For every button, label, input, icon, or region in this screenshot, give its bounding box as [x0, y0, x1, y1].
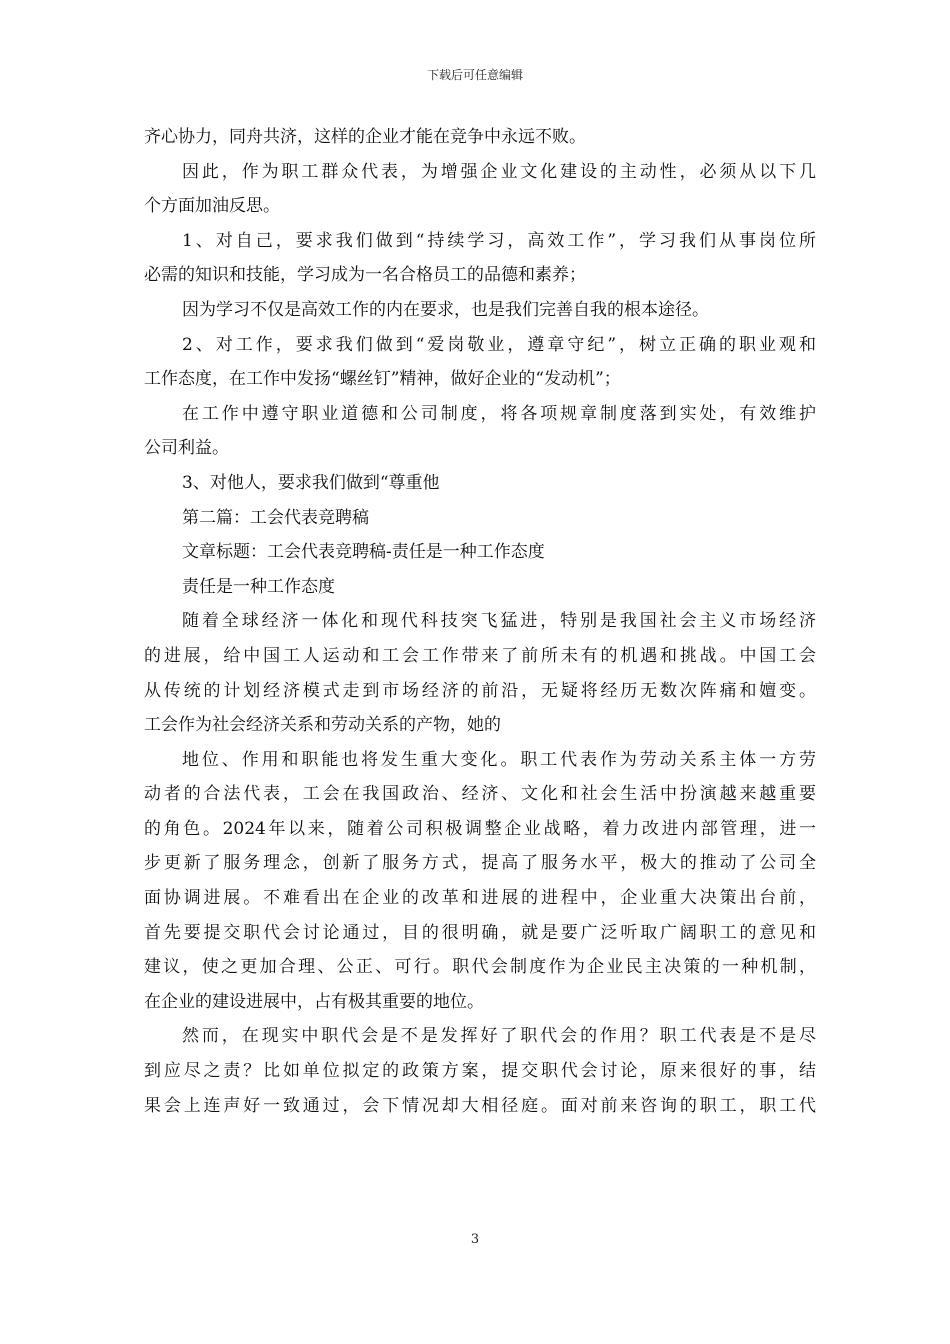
text-line: 果会上连声好一致通过，会下情况却大相径庭。面对前来咨询的职工，职工代 [144, 1095, 816, 1116]
text-line: 面协调进展。不难看出在企业的改革和进展的进程中，企业重大决策出台前， [144, 888, 816, 909]
text-line: 因此，作为职工群众代表，为增强企业文化建设的主动性，必须从以下几 [182, 161, 816, 182]
text-line: 的角色。2024年以来，随着公司积极调整企业战略，着力改进内部管理，进一 [144, 818, 816, 839]
text-line: 工作态度，在工作中发扬“螺丝钉”精神，做好企业的“发动机”； [144, 369, 621, 390]
text-line: 公司利益。 [144, 438, 229, 459]
text-line: 个方面加油反思。 [144, 196, 280, 217]
text-line: 首先要提交职代会讨论通过，目的很明确，就是要广泛听取广阔职工的意见和 [144, 922, 816, 943]
text-line: 2、对工作，要求我们做到“爱岗敬业，遵章守纪”，树立正确的职业观和 [182, 334, 816, 355]
section-heading: 第二篇：工会代表竞聘稿 [182, 507, 369, 528]
text-line: 从传统的计划经济模式走到市场经济的前沿，无疑将经历无数次阵痛和嬗变。 [144, 680, 816, 701]
text-line: 的进展，给中国工人运动和工会工作带来了前所未有的机遇和挑战。中国工会 [144, 645, 816, 666]
text-line: 因为学习不仅是高效工作的内在要求，也是我们完善自我的根本途径。 [182, 299, 709, 320]
text-line: 齐心协力，同舟共济，这样的企业才能在竞争中永远不败。 [144, 127, 586, 147]
text-line: 建议，使之更加合理、公正、可行。职代会制度作为企业民主决策的一种机制， [144, 957, 816, 978]
text-line: 工会作为社会经济关系和劳动关系的产物，她的 [144, 715, 501, 736]
page-header: 下载后可任意编辑 [426, 68, 523, 82]
text-line: 在工作中遵守职业道德和公司制度，将各项规章制度落到实处，有效维护 [182, 403, 816, 424]
text-line: 必需的知识和技能，学习成为一名合格员工的品德和素养； [144, 265, 586, 286]
article-subtitle: 责任是一种工作态度 [182, 576, 335, 597]
text-line: 3、对他人，要求我们做到“尊重他 [182, 472, 440, 493]
text-line: 到应尽之责？比如单位拟定的政策方案，提交职代会讨论，原来很好的事，结 [144, 1061, 816, 1082]
text-line: 动者的合法代表，工会在我国政治、经济、文化和社会生活中扮演越来越重要 [144, 784, 816, 805]
text-line: 随着全球经济一体化和现代科技突飞猛进，特别是我国社会主义市场经济 [182, 611, 816, 632]
text-line: 1、对自己，要求我们做到“持续学习，高效工作”，学习我们从事岗位所 [182, 230, 816, 251]
text-line: 步更新了服务理念，创新了服务方式，提高了服务水平，极大的推动了公司全 [144, 853, 816, 874]
page-number: 3 [470, 1232, 480, 1247]
text-line: 然而，在现实中职代会是不是发挥好了职代会的作用？职工代表是不是尽 [182, 1026, 816, 1047]
text-line: 在企业的建设进展中，占有极其重要的地位。 [144, 991, 484, 1012]
text-line: 地位、作用和职能也将发生重大变化。职工代表作为劳动关系主体一方劳 [182, 749, 816, 770]
body-text [144, 120, 816, 1123]
article-title: 文章标题：工会代表竞聘稿-责任是一种工作态度 [182, 542, 545, 563]
